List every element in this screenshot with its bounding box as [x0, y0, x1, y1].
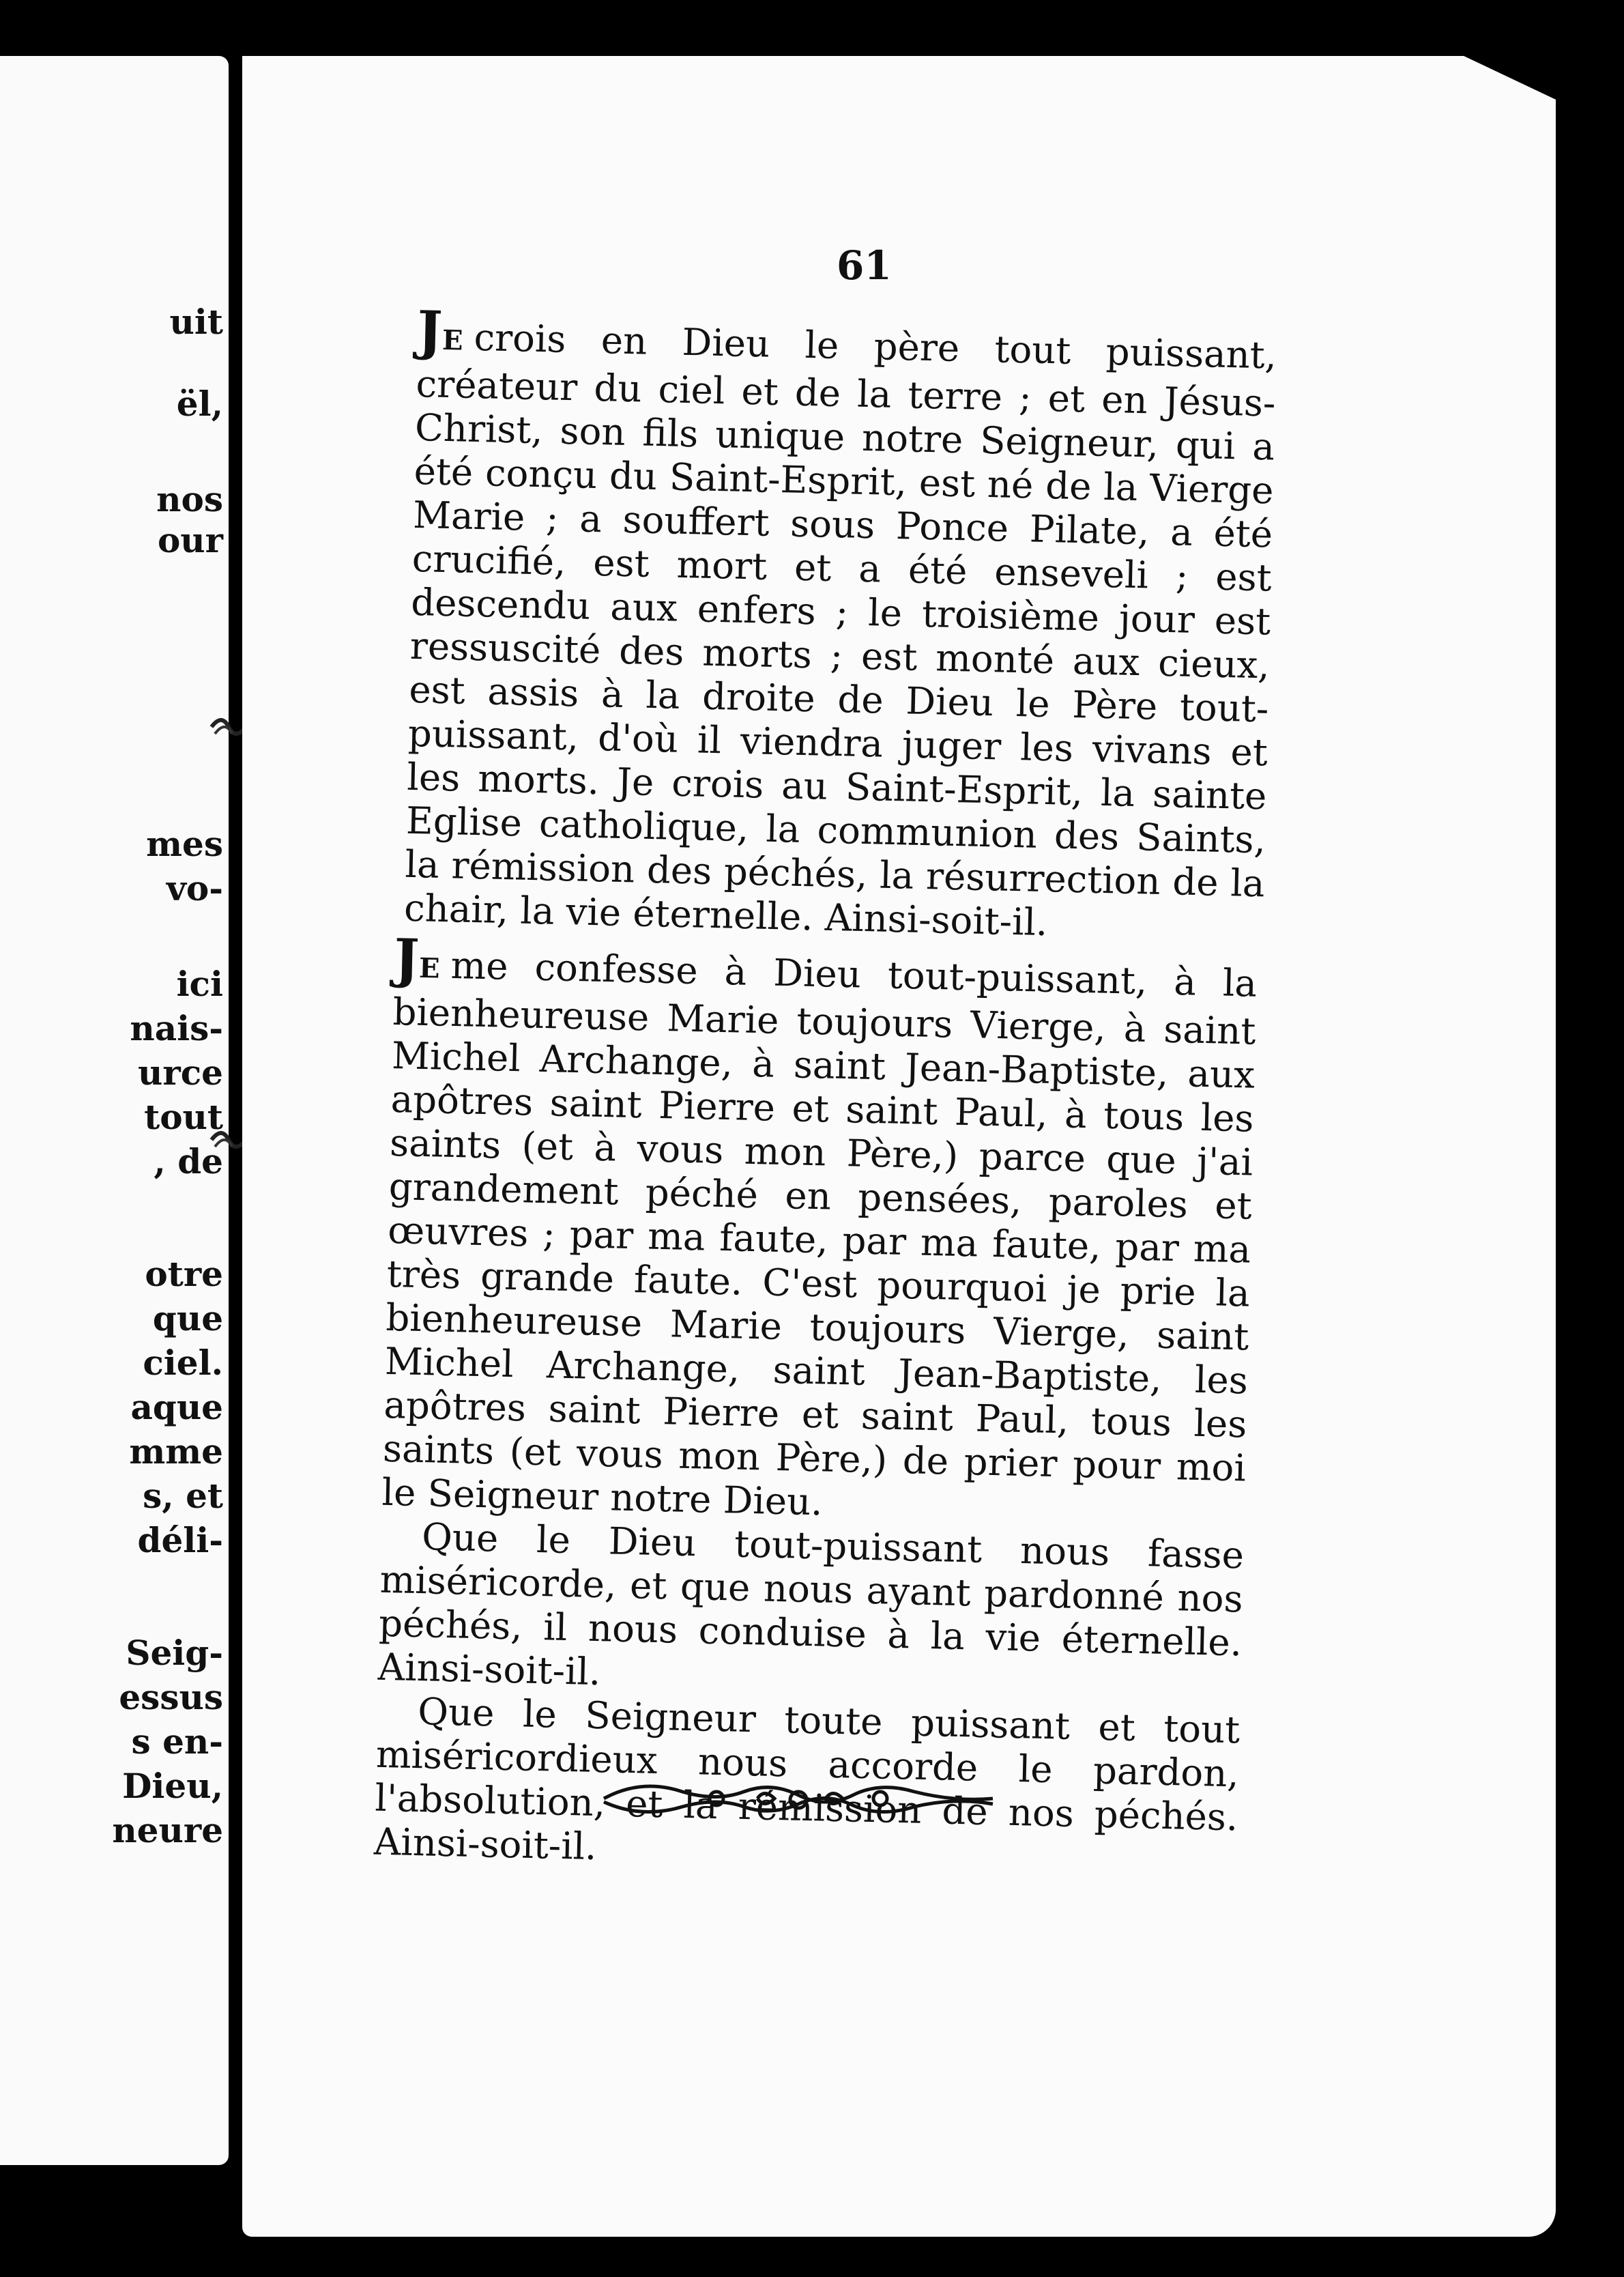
fragment-line: que: [152, 1298, 223, 1338]
fragment-line: mes: [146, 824, 223, 864]
fragment-line: s en-: [131, 1721, 223, 1762]
page-corner-speck: [1414, 56, 1423, 79]
fragment-line: nais-: [130, 1008, 223, 1048]
fragment-line: ciel.: [143, 1343, 223, 1383]
fragment-line: neure: [112, 1810, 223, 1850]
indulgentiam-paragraph: Que le Seigneur toute puissant et tout miséricordieux nous accorde le pardon, l'absolution, et la rémission de nos péchés. Ainsi-soit-il.: [373, 1689, 1241, 1869]
page-number: 61: [837, 242, 892, 289]
fragment-line: otre: [145, 1254, 223, 1294]
fragment-line: Seig-: [126, 1633, 223, 1673]
creed-paragraph: [403, 300, 1277, 949]
fragment-line: s, et: [143, 1476, 223, 1516]
small-cap: E: [441, 324, 465, 357]
fragment-line: , de: [154, 1141, 223, 1182]
small-cap: E: [418, 951, 442, 985]
fragment-line: vo-: [166, 868, 223, 908]
fragment-line: essus: [119, 1677, 223, 1717]
previous-page-fragment: [0, 56, 229, 2165]
confiteor-text: me confesse à Dieu tout-puissant, à la bienheureuse Marie toujours Vierge, à saint Michel Archange, à saint Jean-Baptiste, aux apôtres saint Pierre et saint Paul, à tous les saints (et à vous mon Père,) parce que j'ai grandement péché en pensées, paroles et œuvres ; par ma faute, par ma faute, par ma très grande faute. C'est pourquoi je prie la bienheureuse Marie toujours Vierge, saint Michel Archange, saint Jean-Baptiste, les apôtres saint Pierre et saint Paul, tous les saints (et vous mon Père,) de prier pour moi le Seigneur notre Dieu.: [381, 943, 1258, 1524]
drop-cap: J: [416, 300, 444, 362]
fragment-line: uit: [169, 302, 223, 342]
fragment-line: aque: [130, 1387, 223, 1427]
fragment-line: déli-: [137, 1520, 223, 1560]
fragment-line: ici: [176, 964, 223, 1004]
drop-cap: J: [393, 928, 420, 990]
fragment-line: mme: [129, 1431, 223, 1472]
fragment-line: our: [157, 520, 223, 560]
fragment-line: nos: [156, 479, 223, 519]
confiteor-section: [373, 928, 1258, 1882]
fragment-line: ël,: [176, 384, 223, 424]
ornament-divider-icon: [600, 1771, 996, 1826]
fragment-line: tout: [144, 1097, 223, 1137]
misereatur-paragraph: Que le Dieu tout-puissant nous fasse miséricorde, et que nous ayant pardonné nos péchés, il nous conduise à la vie éternelle. Ainsi-soit-il.: [377, 1515, 1245, 1694]
creed-text: crois en Dieu le père tout puissant, créateur du ciel et de la terre ; et en Jésus-Christ, son fils unique notre Seigneur, qui a été conçu du Saint-Esprit, est né de la Vierge Marie ; a souffert sous Ponce Pilate, a été crucifié, est mort et a été enseveli ; est descendu aux enfers ; le troisième jour est ressuscité des morts ; est monté aux cieux, est assis à la droite de Dieu le Père tout-puissant, d'où il viendra juger les vivans et les morts. Je crois au Saint-Esprit, la sainte Eglise catholique, la communion des Saints, la rémission des péchés, la résurrection de la chair, la vie éternelle. Ainsi-soit-il.: [403, 315, 1277, 945]
fragment-line: urce: [138, 1052, 223, 1093]
fragment-line: Dieu,: [122, 1766, 223, 1806]
